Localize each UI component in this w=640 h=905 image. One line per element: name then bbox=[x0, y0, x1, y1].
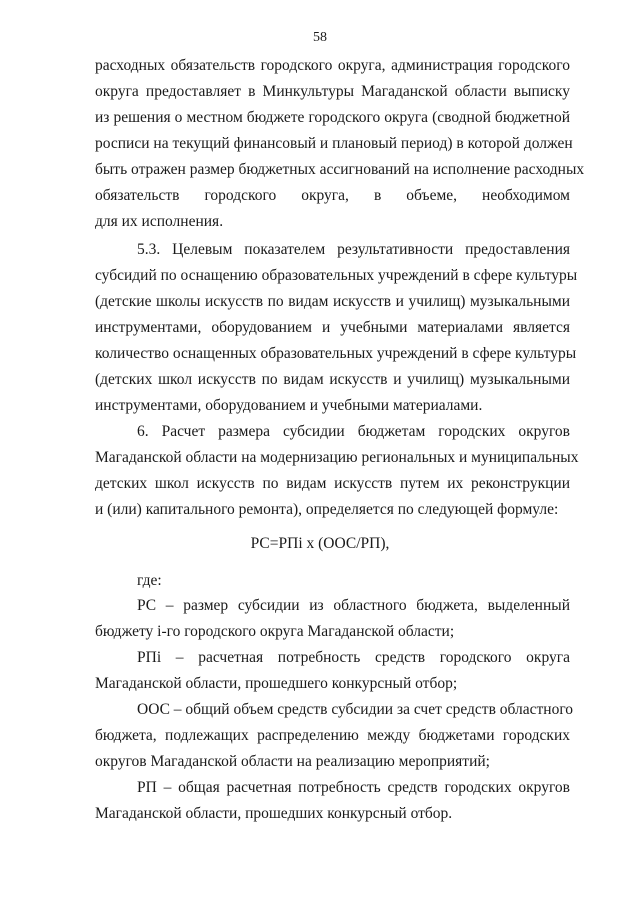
definition-rp bbox=[95, 775, 570, 827]
text-line: Магаданской области, прошедшего конкурсный отбор; bbox=[95, 675, 458, 692]
where-label: где: bbox=[137, 572, 162, 589]
text-line: и (или) капитального ремонта), определяется по следующей формуле: bbox=[95, 501, 559, 518]
text-line: ООС – общий объем средств субсидии за счет средств областного bbox=[137, 701, 574, 718]
paragraph-6 bbox=[95, 419, 579, 523]
paragraph-continuation bbox=[95, 53, 585, 235]
text-line: инструментами, оборудованием и учебными материалами. bbox=[95, 397, 483, 414]
paragraph-5-3 bbox=[95, 237, 578, 419]
text-line: РС – размер субсидии из областного бюджета, выделенный bbox=[137, 597, 570, 614]
text-line: росписи на текущий финансовый и плановый период) в которой должен bbox=[95, 135, 573, 152]
text-line: субсидий по оснащению образовательных учреждений в сфере культуры bbox=[95, 267, 578, 284]
text-line: (детских школ искусств по видам искусств и училищ) музыкальными bbox=[95, 371, 570, 388]
text-line: (детские школы искусств по видам искусств и училищ) музыкальными bbox=[95, 293, 570, 310]
text-line: инструментами, оборудованием и учебными материалами является bbox=[95, 319, 570, 336]
text-line: Магаданской области на модернизацию региональных и муниципальных bbox=[95, 449, 579, 466]
text-line: бюджету i-го городского округа Магаданской области; bbox=[95, 623, 455, 640]
definition-rs bbox=[95, 593, 570, 645]
definition-rpi bbox=[95, 645, 570, 697]
text-line: для их исполнения. bbox=[95, 213, 224, 230]
text-line: количество оснащенных образовательных учреждений в сфере культуры bbox=[95, 345, 577, 362]
text-line: детских школ искусств по видам искусств путем их реконструкции bbox=[95, 475, 570, 492]
text-line: РПi – расчетная потребность средств городского округа bbox=[137, 649, 570, 666]
text-line: из решения о местном бюджете городского округа (сводной бюджетной bbox=[95, 109, 570, 126]
text-line: 5.3. Целевым показателем результативности предоставления bbox=[137, 241, 570, 258]
definition-oos bbox=[95, 697, 574, 775]
text-line: быть отражен размер бюджетных ассигнований на исполнение расходных bbox=[95, 161, 585, 178]
text-line: бюджета, подлежащих распределению между бюджетами городских bbox=[95, 727, 570, 744]
formula: РС=РПi x (ООС/РП), bbox=[250, 535, 390, 552]
text-line: Магаданской области, прошедших конкурсный отбор. bbox=[95, 805, 453, 822]
page-number: 58 bbox=[313, 30, 327, 45]
text-line: РП – общая расчетная потребность средств городских округов bbox=[137, 779, 570, 796]
text-line: округов Магаданской области на реализацию мероприятий; bbox=[95, 753, 490, 770]
text-line: округа предоставляет в Минкультуры Магаданской области выписку bbox=[95, 83, 570, 100]
text-line: обязательств городского округа, в объеме, необходимом bbox=[95, 187, 570, 204]
text-line: 6. Расчет размера субсидии бюджетам городских округов bbox=[137, 423, 570, 440]
text-line: расходных обязательств городского округа, администрация городского bbox=[95, 57, 570, 74]
